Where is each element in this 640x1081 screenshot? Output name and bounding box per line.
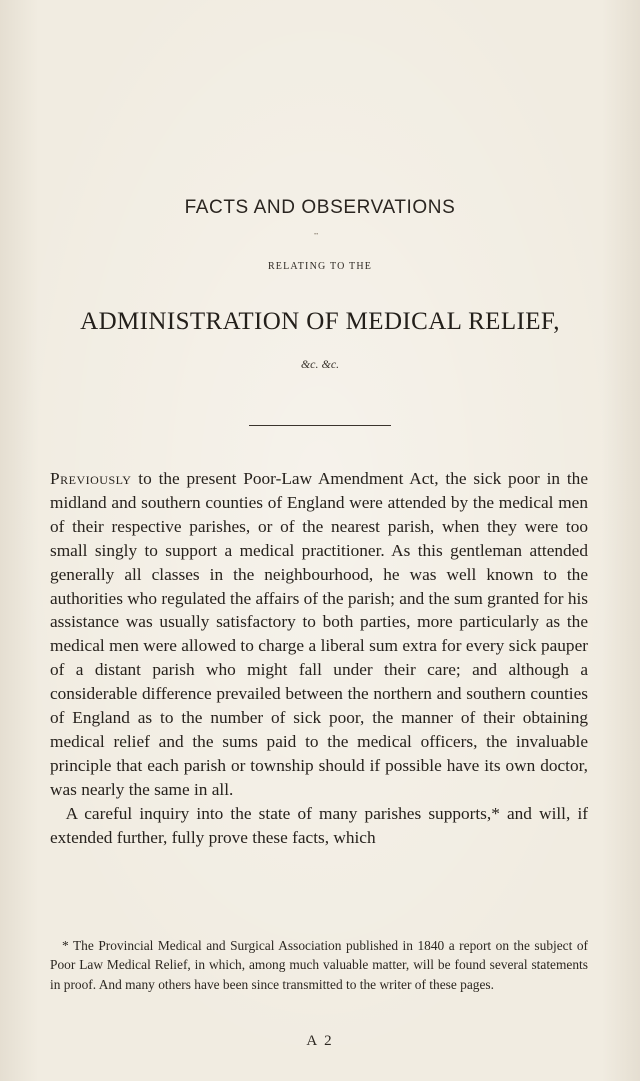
page-title: FACTS AND OBSERVATIONS [184,197,456,218]
page-subject-heading: ADMINISTRATION OF MEDICAL RELIEF, [80,308,560,335]
footnote [50,936,588,994]
paragraph-2: A careful inquiry into the state of many parishes supports,* and will, if extended further, fully prove these facts, which [50,803,588,847]
footnote-text: * The Provincial Medical and Surgical Association published in 1840 a report on the subject of Poor Law Medical Relief, in which, among much valuable matter, will be found several statements in proof. And many others have been since transmitted to the writer of these pages. [50,938,588,992]
main-text [50,467,588,850]
etc-line: &c. &c. [300,357,340,371]
section-divider [249,425,391,426]
subtitle-connector: RELATING TO THE [267,261,373,272]
signature-mark: A 2 [306,1033,334,1049]
ink-speck: •• [314,232,319,238]
paragraph-lead-word: Previously [50,469,132,488]
paragraph-1-text: to the present Poor-Law Amendment Act, the sick poor in the midland and southern counties of England were attended by the medical men of their respective parishes, or of the nearest parish, when they were too small singly to support a medical practitioner. As this gentleman attended generally all classes in the neighbourhood, he was well known to the authorities who regulated the affairs of the parish; and the sum granted for his assistance was usually satisfactory to both parties, more particularly as the medical men were allowed to charge a liberal sum extra for every sick pauper of a distant parish who might fall under their care; and although a considerable difference prevailed between the northern and southern counties of England as to the number of sick poor, the manner of their obtaining medical relief and the sums paid to the medical officers, the invaluable principle that each parish or township should if possible have its own doctor, was nearly the same in all. [50,469,588,799]
paragraph-1 [50,467,588,802]
